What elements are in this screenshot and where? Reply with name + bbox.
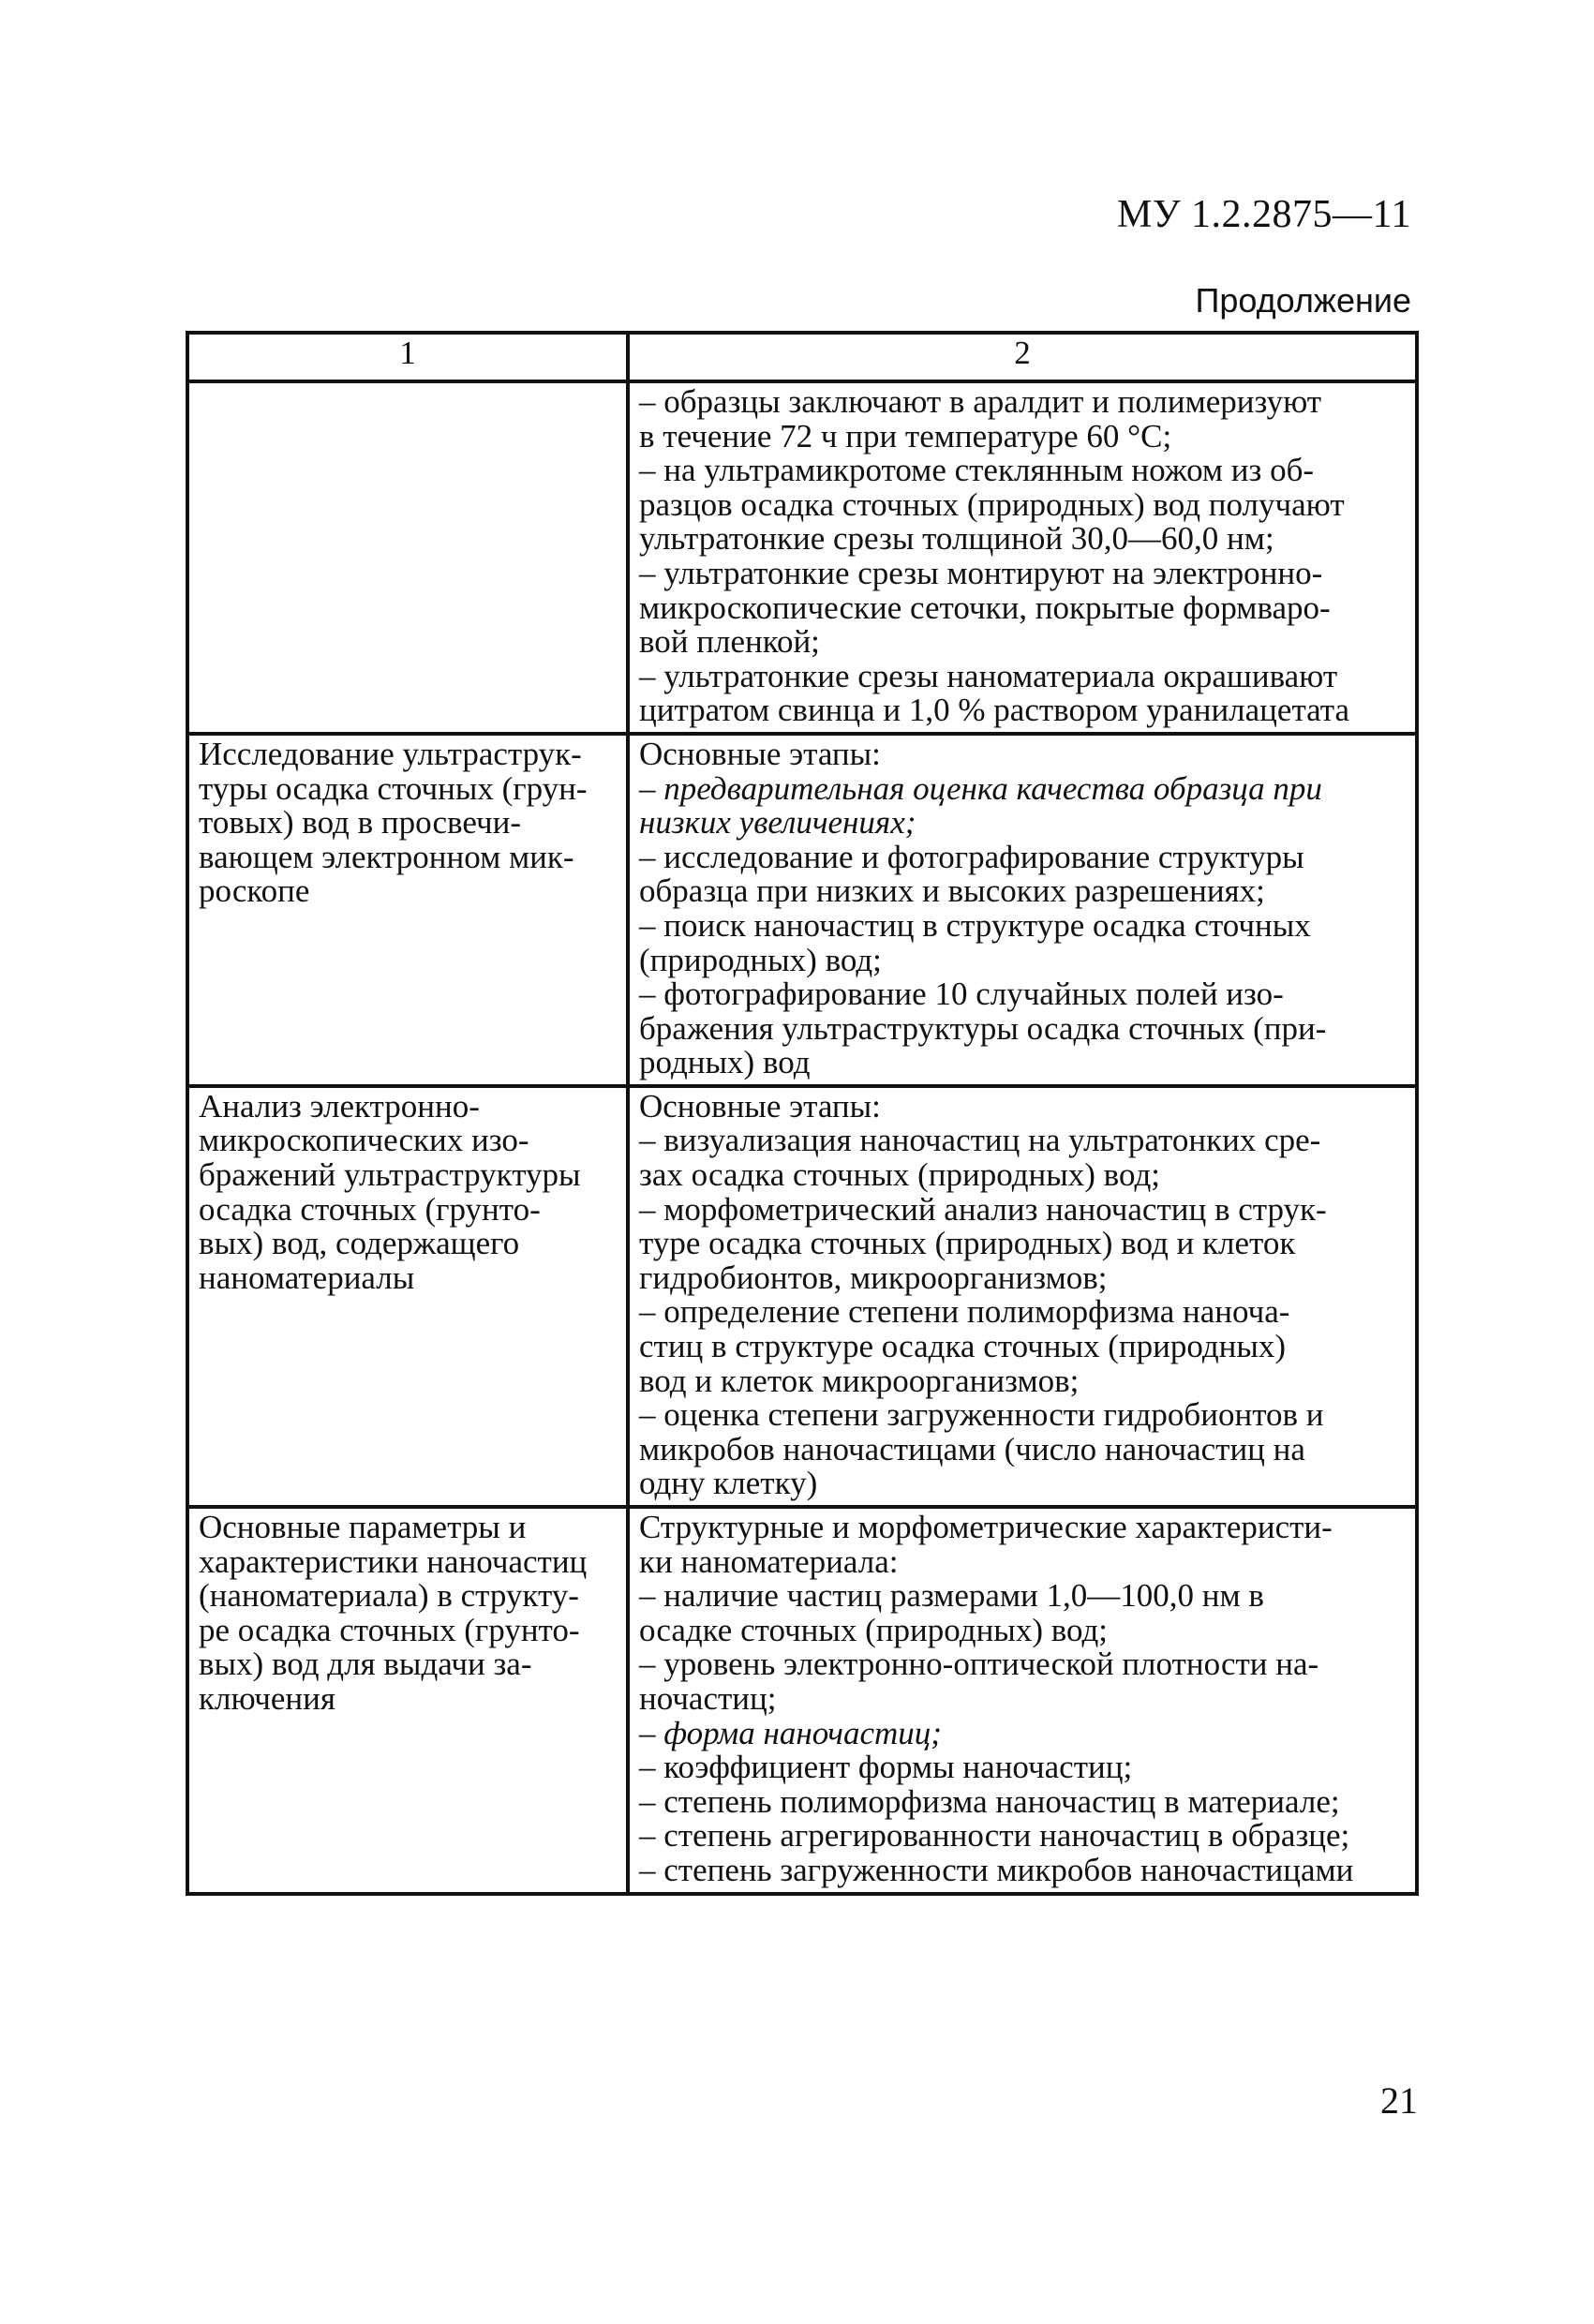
cell-line: – ультратонкие срезы наноматериала окрашивают — [639, 657, 1338, 694]
cell-line: – ультратонкие срезы монтируют на электронно- — [639, 554, 1323, 591]
methods-table — [186, 331, 1419, 1896]
cell-line: вых) вод для выдачи за- — [199, 1646, 532, 1683]
cell-line: ночастиц; — [639, 1679, 777, 1717]
continuation-label: Продолжение — [1195, 281, 1411, 320]
cell-line: бражения ультраструктуры осадка сточных (при- — [639, 1009, 1327, 1047]
row-4-stage-cell — [187, 1507, 628, 1894]
table-header-row — [187, 333, 1417, 381]
row-2-stage-cell — [187, 734, 628, 1086]
cell-line: – морфометрический анализ наночастиц в струк- — [639, 1190, 1327, 1228]
row-3-stage-text — [199, 1087, 617, 1296]
cell-line: Основные этапы: — [639, 1087, 881, 1125]
cell-line: туры осадка сточных (грун- — [199, 769, 588, 807]
cell-line: вой пленкой; — [639, 623, 820, 661]
cell-line: стиц в структуре осадка сточных (природных) — [639, 1328, 1287, 1365]
cell-line: ультратонкие срезы толщиной 30,0—60,0 нм; — [639, 520, 1274, 558]
cell-line: вод и клеток микроорганизмов; — [639, 1362, 1080, 1399]
cell-line: туре осадка сточных (природных) вод и клеток — [639, 1225, 1296, 1262]
row-2-stage-text — [199, 737, 617, 909]
table-row — [187, 734, 1417, 1086]
row-3-description-text — [639, 1087, 1406, 1502]
column-header-1: 1 — [187, 333, 628, 381]
cell-line: – на ультрамикротоме стеклянным ножом из об- — [639, 452, 1315, 489]
cell-line: наноматериалы — [199, 1259, 415, 1296]
cell-line: товых) вод в просвечи- — [199, 804, 522, 842]
cell-line: – предварительная оценка качества образца при — [639, 769, 1322, 807]
cell-line: разцов осадка сточных (природных) вод получают — [639, 485, 1345, 523]
cell-line: (наноматериала) в структу- — [199, 1577, 579, 1615]
row-3-description-cell — [628, 1086, 1417, 1507]
cell-line: бражений ультраструктуры — [199, 1156, 581, 1194]
row-4-description-text — [639, 1511, 1406, 1888]
cell-line: роскопе — [199, 872, 310, 910]
cell-line: родных) вод — [639, 1044, 811, 1081]
cell-line: вающем электронном мик- — [199, 838, 574, 875]
cell-line: – наличие частиц размерами 1,0—100,0 нм в — [639, 1577, 1264, 1615]
cell-line: – степень агрегированности наночастиц в образце; — [639, 1817, 1350, 1855]
cell-line: ки наноматериала: — [639, 1542, 899, 1580]
cell-line: гидробионтов, микроорганизмов; — [639, 1259, 1108, 1296]
cell-line: Анализ электронно- — [199, 1087, 480, 1125]
cell-line: цитратом свинца и 1,0 % раствором уранилацетата — [639, 692, 1350, 729]
table-row — [187, 381, 1417, 734]
cell-line: микробов наночастицами (число наночастиц на — [639, 1430, 1305, 1467]
cell-line: Исследование ультраструк- — [199, 735, 582, 772]
cell-line: – образцы заключают в аралдит и полимеризуют — [639, 383, 1322, 420]
table-row — [187, 1507, 1417, 1894]
row-1-description-cell — [628, 381, 1417, 734]
cell-line: – оценка степени загруженности гидробионтов и — [639, 1396, 1324, 1434]
row-3-stage-cell — [187, 1086, 628, 1507]
cell-line: – определение степени полиморфизма наноча- — [639, 1293, 1290, 1331]
cell-line: ключения — [199, 1679, 335, 1717]
cell-line: – визуализация наночастиц на ультратонких сре- — [639, 1122, 1321, 1159]
row-2-description-cell — [628, 734, 1417, 1086]
page-number: 21 — [1380, 2079, 1418, 2122]
cell-line: микроскопические сеточки, покрытые формваро- — [639, 588, 1331, 626]
column-header-2: 2 — [628, 333, 1417, 381]
cell-line: вых) вод, содержащего — [199, 1225, 520, 1262]
cell-line: Основные параметры и — [199, 1509, 527, 1545]
cell-line: в течение 72 ч при температуре 60 °С; — [639, 417, 1172, 454]
cell-line: Структурные и морфометрические характеристи- — [639, 1509, 1333, 1545]
table-row — [187, 1086, 1417, 1507]
row-1-stage-cell — [187, 381, 628, 734]
cell-line: – коэффициент формы наночастиц; — [639, 1749, 1133, 1786]
cell-line: низких увеличениях; — [639, 804, 916, 842]
cell-line: – степень загруженности микробов наночастицами — [639, 1851, 1354, 1888]
cell-line: микроскопических изо- — [199, 1122, 529, 1159]
row-4-description-cell — [628, 1507, 1417, 1894]
row-4-stage-text — [199, 1511, 617, 1717]
cell-line: – фотографирование 10 случайных полей изо- — [639, 976, 1284, 1013]
cell-line: одну клетку) — [639, 1465, 818, 1502]
cell-line: осадка сточных (грунто- — [199, 1190, 541, 1228]
row-1-description-text — [639, 385, 1406, 728]
cell-line: ре осадка сточных (грунто- — [199, 1611, 580, 1648]
row-2-description-text — [639, 737, 1406, 1080]
cell-line: образца при низких и высоких разрешениях; — [639, 872, 1265, 910]
cell-line: зах осадка сточных (природных) вод; — [639, 1156, 1160, 1194]
cell-line: – поиск наночастиц в структуре осадка сточных — [639, 906, 1311, 944]
cell-line: – форма наночастиц; — [639, 1714, 942, 1751]
cell-line: – исследование и фотографирование структуры — [639, 838, 1304, 875]
cell-line: – степень полиморфизма наночастиц в материале; — [639, 1782, 1340, 1820]
cell-line: (природных) вод; — [639, 941, 882, 978]
cell-line: Основные этапы: — [639, 735, 881, 772]
cell-line: – уровень электронно-оптической плотности на- — [639, 1646, 1319, 1683]
cell-line: характеристики наночастиц — [199, 1542, 588, 1580]
document-code: МУ 1.2.2875—11 — [1116, 193, 1411, 236]
cell-line: осадке сточных (природных) вод; — [639, 1611, 1109, 1648]
